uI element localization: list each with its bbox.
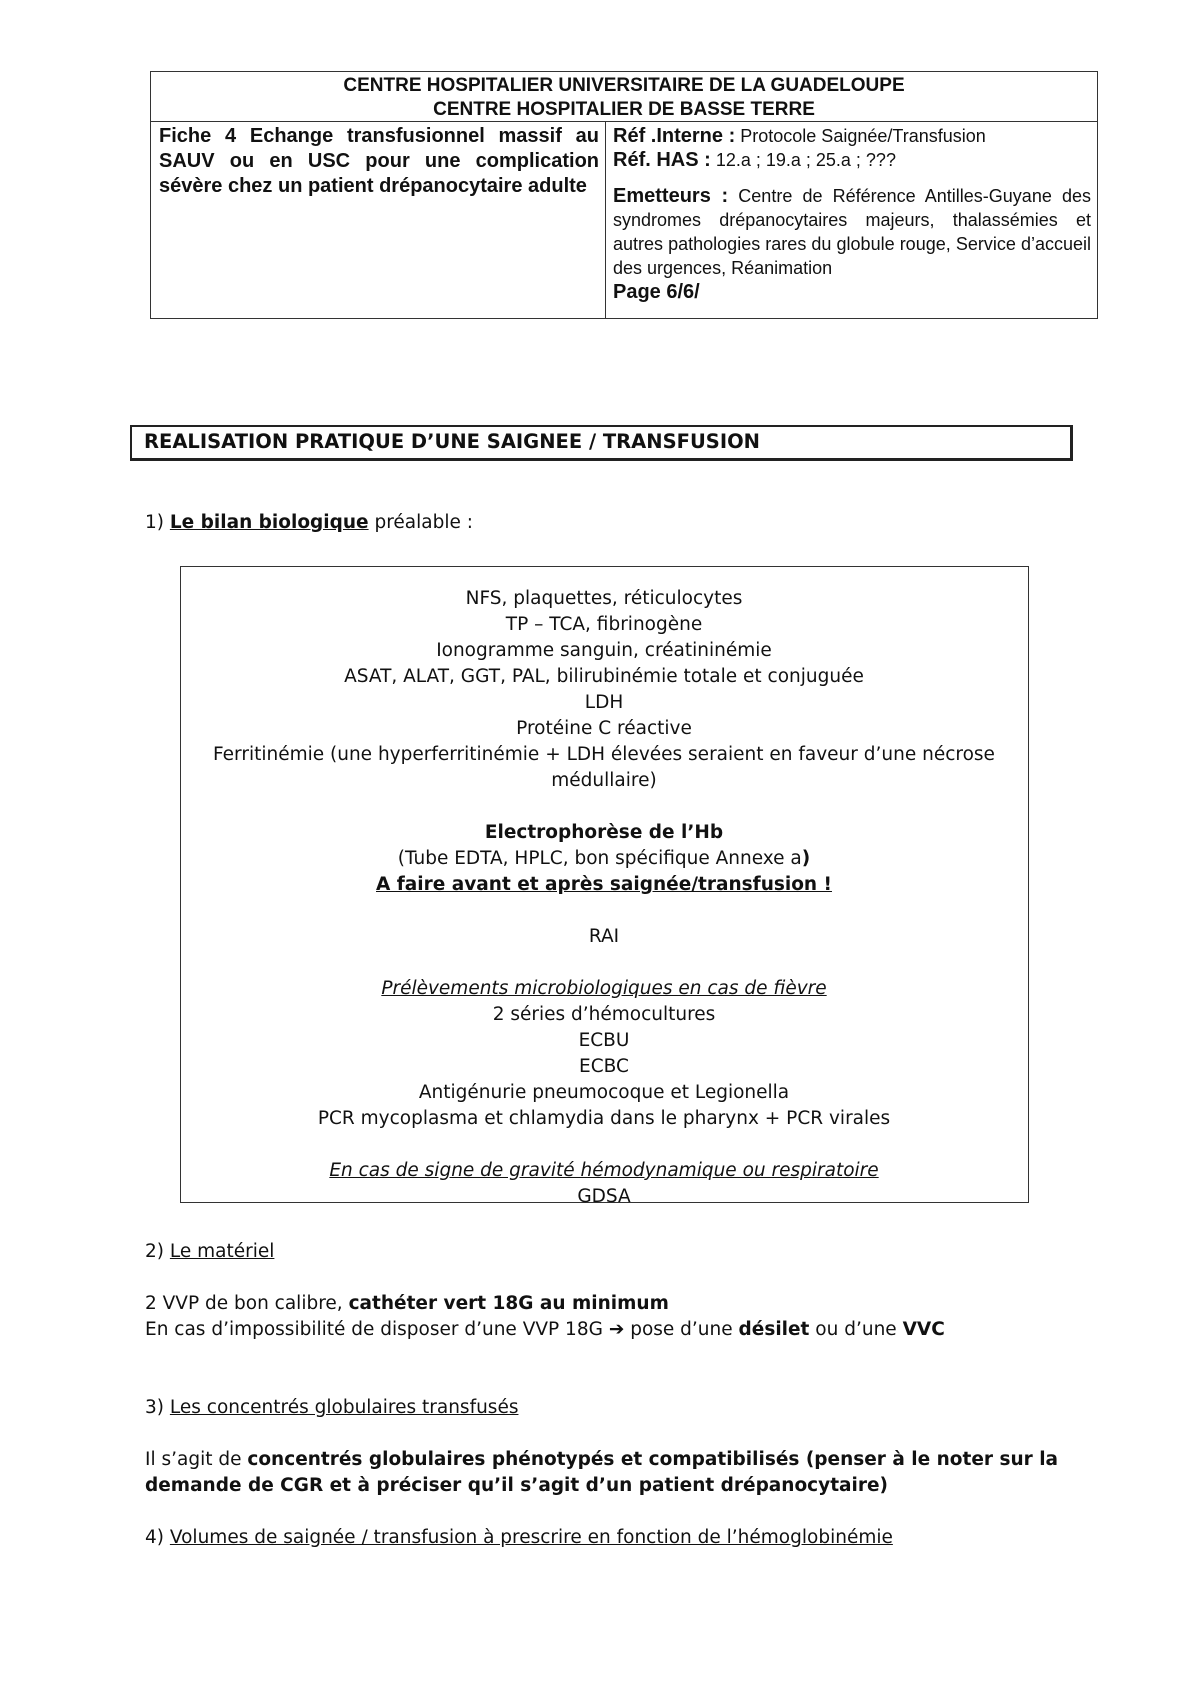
concentrates-bold: concentrés globulaires phénotypés et compatibilisés (penser à le noter sur la demande de CGR et à préciser qu’il s’agit d’un patient drépanocytaire) bbox=[145, 1449, 1059, 1496]
gdsa-line: GDSA bbox=[577, 1186, 631, 1207]
electrophoresis-detail bbox=[162, 846, 1046, 872]
micro-line: PCR mycoplasma et chlamydia dans le pharynx + PCR virales bbox=[317, 1108, 891, 1129]
section-4-number: 4) bbox=[145, 1527, 164, 1548]
section-1-suffix: préalable : bbox=[374, 512, 473, 533]
section-1-heading bbox=[145, 510, 473, 536]
hospital-title bbox=[151, 72, 1097, 122]
ref-interne-value: Protocole Saignée/Transfusion bbox=[740, 126, 986, 146]
micro-line: Antigénurie pneumocoque et Legionella bbox=[418, 1082, 790, 1103]
material-text: 2 VVP de bon calibre, bbox=[145, 1293, 343, 1314]
material-desilet: désilet bbox=[738, 1319, 810, 1340]
electrophoresis-title: Electrophorèse de l’Hb bbox=[484, 822, 724, 843]
document-header-table bbox=[150, 71, 1098, 319]
emetteurs-label: Emetteurs : bbox=[613, 185, 729, 207]
section-2-line1 bbox=[145, 1291, 669, 1317]
material-text: En cas d’impossibilité de disposer d’une VVP 18G bbox=[145, 1319, 603, 1340]
ref-has bbox=[613, 148, 1091, 172]
ref-has-value: 12.a ; 19.a ; 25.a ; ??? bbox=[715, 150, 896, 170]
emetteurs bbox=[613, 184, 1091, 280]
section-2-line2 bbox=[145, 1317, 945, 1343]
section-2-heading bbox=[145, 1239, 274, 1265]
lab-line: Ferritinémie (une hyperferritinémie + LDH élevées seraient en faveur d’une nécrose médullaire) bbox=[213, 744, 995, 791]
micro-line: ECBU bbox=[578, 1030, 630, 1051]
rai-line: RAI bbox=[588, 926, 620, 947]
page-number: Page 6/6/ bbox=[613, 281, 700, 303]
lab-line: NFS, plaquettes, réticulocytes bbox=[465, 588, 743, 609]
section-3-heading bbox=[145, 1395, 518, 1421]
section-2-number: 2) bbox=[145, 1241, 164, 1262]
references-cell bbox=[606, 122, 1097, 318]
micro-title: Prélèvements microbiologiques en cas de fièvre bbox=[381, 978, 827, 999]
arrow-right-icon: ➔ bbox=[608, 1319, 625, 1340]
ref-has-label: Réf. HAS : bbox=[613, 149, 711, 171]
section-title: REALISATION PRATIQUE D’UNE SAIGNEE / TRANSFUSION bbox=[130, 425, 1073, 461]
electrophoresis-note: A faire avant et après saignée/transfusion ! bbox=[376, 874, 832, 895]
lab-line: LDH bbox=[584, 692, 624, 713]
gravite-title: En cas de signe de gravité hémodynamique ou respiratoire bbox=[329, 1160, 879, 1181]
electrophoresis-paren: ) bbox=[801, 848, 811, 869]
section-4-heading bbox=[145, 1525, 893, 1551]
material-catheter: cathéter vert 18G au minimum bbox=[348, 1293, 669, 1314]
micro-line: ECBC bbox=[579, 1056, 629, 1077]
lab-tests-list bbox=[162, 586, 1046, 1210]
ref-interne bbox=[613, 124, 1091, 148]
section-3-number: 3) bbox=[145, 1397, 164, 1418]
section-4-title: Volumes de saignée / transfusion à prescrire en fonction de l’hémoglobinémie bbox=[169, 1527, 893, 1548]
electrophoresis-detail-text: (Tube EDTA, HPLC, bon spécifique Annexe a bbox=[397, 848, 802, 869]
lab-line: Protéine C réactive bbox=[516, 718, 692, 739]
lab-line: ASAT, ALAT, GGT, PAL, bilirubinémie totale et conjuguée bbox=[344, 666, 864, 687]
hospital-title-line2: CENTRE HOSPITALIER DE BASSE TERRE bbox=[433, 99, 815, 120]
section-2-title: Le matériel bbox=[169, 1241, 275, 1262]
section-1-number: 1) bbox=[145, 512, 164, 533]
lab-line: Ionogramme sanguin, créatininémie bbox=[436, 640, 772, 661]
material-text: ou d’une bbox=[815, 1319, 897, 1340]
ref-interne-label: Réf .Interne : bbox=[613, 125, 736, 147]
material-text: pose d’une bbox=[630, 1319, 733, 1340]
micro-line: 2 séries d’hémocultures bbox=[492, 1004, 716, 1025]
fiche-title: Fiche 4 Echange transfusionnel massif au SAUV ou en USC pour une complication sévère chez un patient drépanocytaire adulte bbox=[151, 122, 606, 318]
section-3-title: Les concentrés globulaires transfusés bbox=[169, 1397, 519, 1418]
lab-line: TP – TCA, fibrinogène bbox=[505, 614, 703, 635]
section-3-paragraph bbox=[145, 1447, 1075, 1499]
material-vvc: VVC bbox=[902, 1319, 945, 1340]
hospital-title-line1: CENTRE HOSPITALIER UNIVERSITAIRE DE LA GUADELOUPE bbox=[343, 75, 905, 96]
section-1-title: Le bilan biologique bbox=[169, 512, 369, 533]
emetteurs-value: Centre de Référence Antilles-Guyane des syndromes drépanocytaires majeurs, thalassémies et autres pathologies rares du globule rouge, Service d’accueil des urgences, Réanimation bbox=[613, 186, 1091, 278]
concentrates-text: Il s’agit de bbox=[145, 1449, 242, 1470]
